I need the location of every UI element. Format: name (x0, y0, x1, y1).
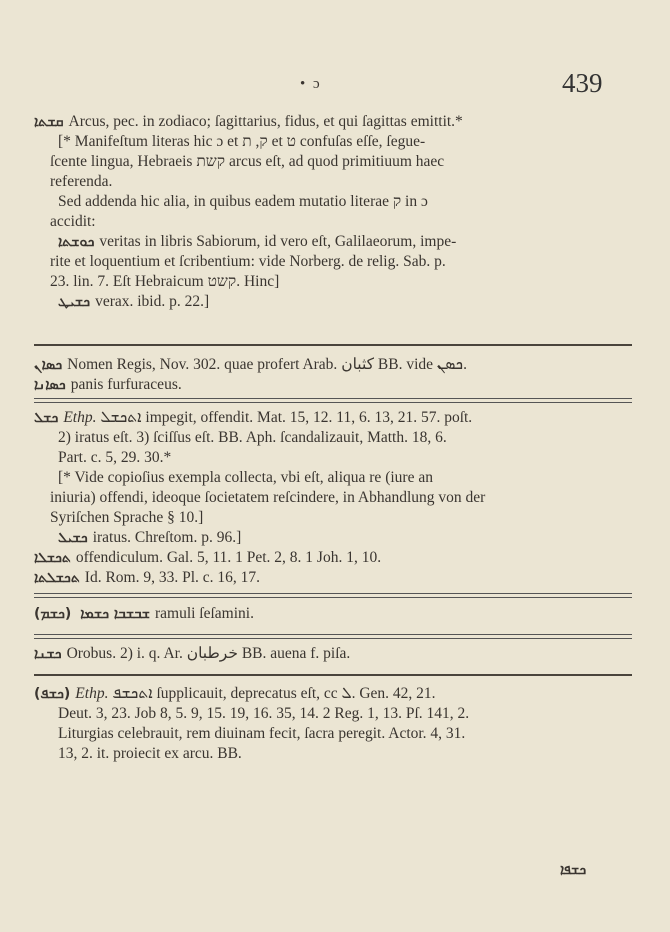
note-line: accidit: (50, 213, 96, 230)
entry-text: ܐܬܟܫܦ ſupplicauit, deprecatus eſt, cc ܠ. Gen. 42, 21. (112, 685, 436, 702)
entry-nomen-regis (34, 355, 634, 395)
entry-divider (34, 634, 632, 639)
entry-offendit (34, 408, 634, 588)
entry-text: Nomen Regis, Nov. 302. quae profert Arab. كثبان BB. vide ܟܣܢ. (67, 356, 467, 373)
syriac-root: (ܟܫܦ) (34, 686, 71, 702)
entry-text: Orobus. 2) i. q. Ar. خرطبان BB. auena f. piſa. (66, 645, 351, 662)
entry-text: panis furfuraceus. (70, 376, 182, 393)
entry-text: Id. Rom. 9, 33. Pl. c. 16, 17. (84, 569, 261, 586)
entry-divider (34, 398, 632, 403)
syriac-word: ܟܘܫܬܐ (58, 234, 95, 250)
entry-divider (34, 674, 632, 676)
page-number: 439 (562, 68, 603, 98)
entry-text: ܐܬܟܫܠ impegit, offendit. Mat. 15, 12. 11, 6. 13, 21. 57. poſt. (100, 409, 473, 426)
note-line: rite et loquentium et ſcribentium: vide Norberg. de relig. Sab. p. (50, 253, 446, 270)
syriac-word: ܬܟܫܠܬܐ (34, 570, 80, 586)
entry-supplicauit (34, 684, 634, 764)
note-line: Syriſchen Sprache § 10.] (50, 509, 204, 526)
note-line: 23. lin. 7. Eſt Hebraicum קשט. Hinc] (50, 273, 280, 290)
entry-ramuli (34, 604, 634, 624)
stem-label: Ethp. (63, 409, 97, 426)
note-line: veritas in libris Sabiorum, id vero eſt, Galilaeorum, impe- (99, 233, 457, 250)
note-line: iniuria) offendi, ideoque ſocietatem reſcindere, in Abhandlung von der (50, 489, 486, 506)
note-line: iratus. Chreſtom. p. 96.] (92, 529, 242, 546)
entry-text: offendiculum. Gal. 5, 11. 1 Pet. 2, 8. 1 Joh. 1, 10. (75, 549, 382, 566)
entry-text: 2) iratus eſt. 3) ſciſſus eſt. BB. Aph. ſcandalizauit, Matth. 18, 6. (58, 429, 447, 446)
entry-text: 13, 2. it. proiecit ex arcu. BB. (58, 745, 242, 762)
entry-orobus (34, 644, 634, 664)
syriac-headword: ܟܫܢܐ (34, 646, 62, 662)
note-line: [* Vide copioſius exempla collecta, vbi eſt, aliqua re (iure an (58, 469, 433, 486)
catchword: ܟܫܦܐ (560, 862, 587, 878)
note-line: verax. ibid. p. 22.] (95, 293, 210, 310)
syriac-word: ܟܫܝܛ (58, 294, 91, 310)
stem-label: Ethp. (75, 685, 109, 702)
note-line: ſcente lingua, Hebraeis קשת arcus eſt, ad quod primitiuum haec (50, 153, 445, 170)
note-line: referenda. (50, 173, 113, 190)
note-line: [* Manifeſtum literas hic ɔ et ק, ת et ט confuſas eſſe, ſegue- (58, 133, 426, 150)
syriac-headword: ܩܫܬܐ (34, 114, 64, 130)
entry-text: ramuli ſeſamini. (154, 605, 254, 622)
syriac-headword: ܟܣܐܢܐ (34, 377, 66, 393)
entry-text: Part. c. 5, 29. 30.* (58, 449, 172, 466)
entry-divider (34, 593, 632, 598)
entry-text: Arcus, pec. in zodiaco; ſagittarius, fidus, et qui ſagittas emittit.* (68, 113, 463, 130)
running-head: • ɔ (300, 76, 322, 92)
syriac-headword: ܟܣܐܢ (34, 357, 63, 373)
syriac-headword: ܫܒܫܒܐ ܟܫܡܐ (80, 606, 150, 622)
entry-text: Liturgias celebrauit, rem diuinam fecit, ſacra peregit. Actor. 4, 31. (58, 725, 466, 742)
syriac-word: ܬܟܫܠܐ (34, 550, 71, 566)
entry-text: Deut. 3, 23. Job 8, 5. 9, 15. 19, 16. 35, 14. 2 Reg. 1, 13. Pſ. 141, 2. (58, 705, 470, 722)
entry-divider (34, 344, 632, 346)
note-line: Sed addenda hic alia, in quibus eadem mutatio literae ק in ɔ (58, 193, 428, 210)
syriac-headword: ܟܫܠ (34, 410, 59, 426)
syriac-word: ܟܫܝܠ (58, 530, 88, 546)
syriac-root: (ܟܫܡ) (34, 606, 72, 622)
entry-arcus (34, 112, 634, 312)
